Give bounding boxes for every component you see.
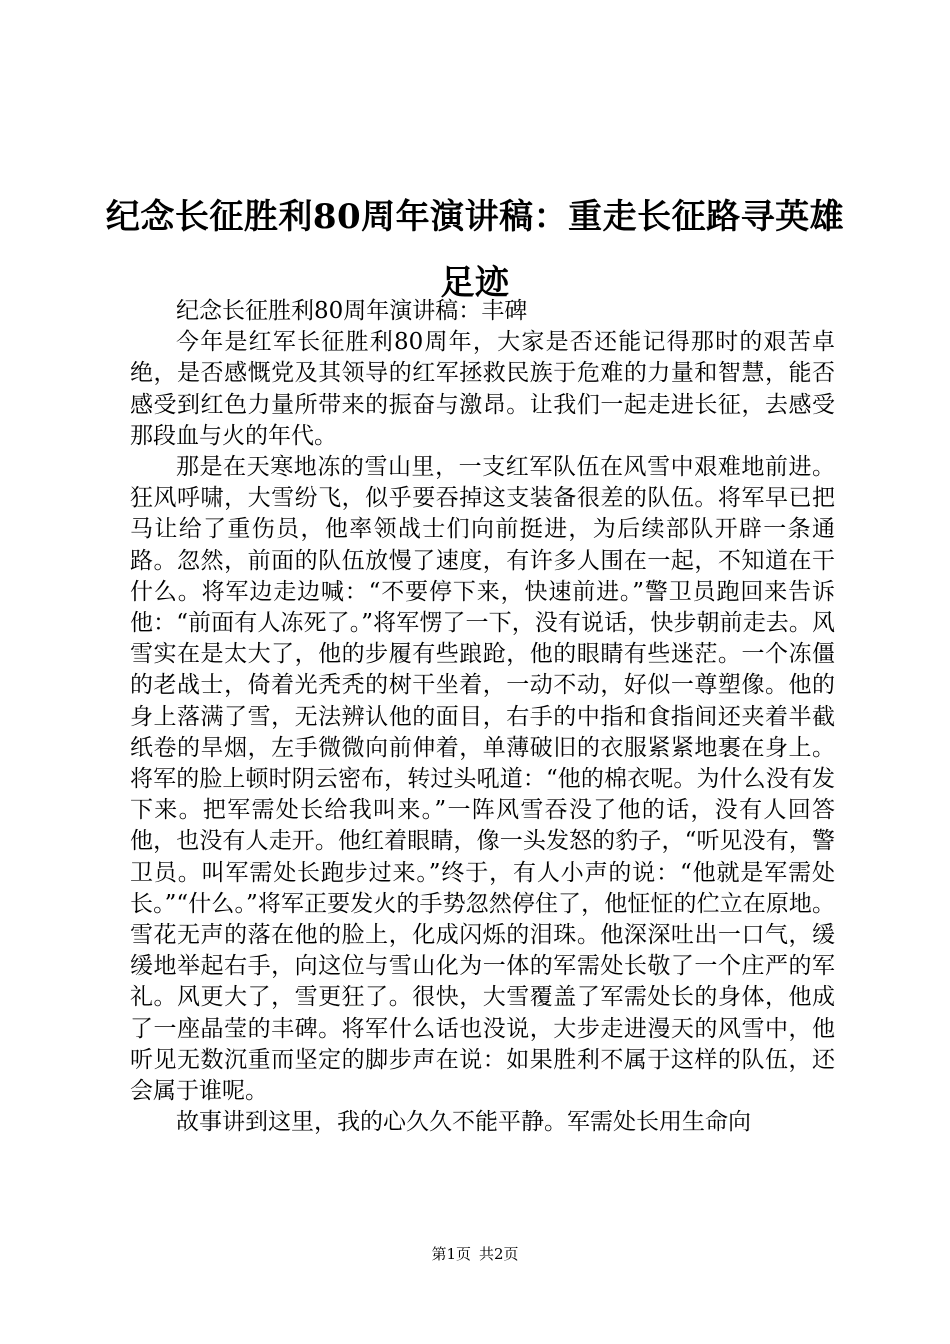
page-footer bbox=[0, 1244, 950, 1264]
page-number: 第1页 bbox=[431, 1245, 471, 1263]
document-body bbox=[130, 296, 835, 1138]
paragraph-subtitle: 纪念长征胜利80周年演讲稿：丰碑 bbox=[176, 298, 528, 324]
paragraph-reflection: 故事讲到这里，我的心久久不能平静。军需处长用生命向 bbox=[176, 1109, 751, 1136]
document-title: 纪念长征胜利80周年演讲稿：重走长征路寻英雄足迹 bbox=[105, 197, 845, 303]
paragraph-story: 那是在天寒地冻的雪山里，一支红军队伍在风雪中艰难地前进。狂风呼啸，大雪纷飞，似乎要吞掉这支装备很差的队伍。将军早已把马让给了重伤员，他率领战士们向前挺进，为后续部队开辟一条通路。忽然，前面的队伍放慢了速度，有许多人围在一起，不知道在干什么。将军边走边喊：“不要停下来，快速前进。”警卫员跑回来告诉他：“前面有人冻死了。”将军愣了一下，没有说话，快步朝前走去。风雪实在是太大了，他的步履有些踉跄，他的眼睛有些迷茫。一个冻僵的老战士，倚着光秃秃的树干坐着，一动不动，好似一尊塑像。他的身上落满了雪，无法辨认他的面目，右手的中指和食指间还夹着半截纸卷的旱烟，左手微微向前伸着，单薄破旧的衣服紧紧地裹在身上。将军的脸上顿时阴云密布，转过头吼道：“他的棉衣呢。为什么没有发下来。把军需处长给我叫来。”一阵风雪吞没了他的话，没有人回答他，也没有人走开。他红着眼睛，像一头发怒的豹子，“听见没有，警卫员。叫军需处长跑步过来。”终于，有人小声的说：“他就是军需处长。”“什么。”将军正要发火的手势忽然停住了，他怔怔的伫立在原地。雪花无声的落在他的脸上，化成闪烁的泪珠。他深深吐出一口气，缓缓地举起右手，向这位与雪山化为一体的军需处长敬了一个庄严的军礼。风更大了，雪更狂了。很快，大雪覆盖了军需处长的身体，他成了一座晶莹的丰碑。将军什么话也没说，大步走进漫天的风雪中，他听见无数沉重而坚定的脚步声在说：如果胜利不属于这样的队伍，还会属于谁呢。 bbox=[130, 454, 835, 1105]
paragraph-intro: 今年是红军长征胜利80周年，大家是否还能记得那时的艰苦卓绝，是否感慨党及其领导的红军拯救民族于危难的力量和智慧，能否感受到红色力量所带来的振奋与激昂。让我们一起走进长征，去感受那段血与火的年代。 bbox=[130, 329, 835, 449]
page-total: 共2页 bbox=[479, 1245, 519, 1263]
